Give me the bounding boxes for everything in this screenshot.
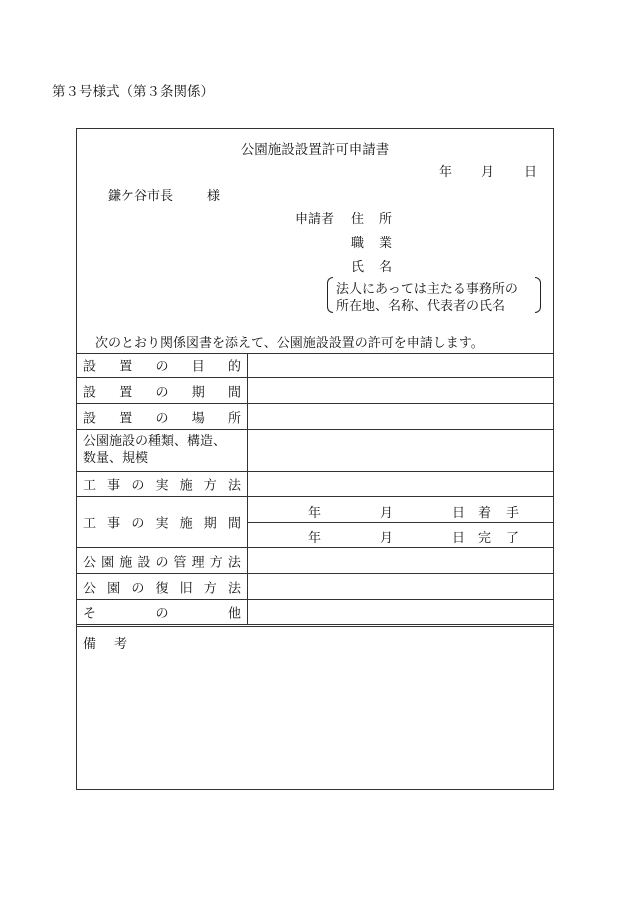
label-char: 管 bbox=[173, 555, 187, 570]
row-purpose bbox=[77, 353, 553, 378]
row-label bbox=[77, 378, 248, 403]
row-facility-type bbox=[77, 430, 553, 472]
label-char: 法 bbox=[227, 581, 241, 596]
label-char: 理 bbox=[191, 555, 205, 570]
label-char: の bbox=[131, 581, 145, 596]
date-month: 月 bbox=[481, 165, 495, 180]
row-period bbox=[77, 378, 553, 404]
occupation-label-1: 職 bbox=[351, 236, 365, 251]
construction-period-field bbox=[248, 497, 553, 547]
label-char: の bbox=[155, 411, 169, 426]
label-char: 場 bbox=[191, 411, 205, 426]
label-char: 置 bbox=[119, 385, 133, 400]
corporate-note-line-2: 所在地、名称、代表者の氏名 bbox=[336, 299, 506, 314]
application-form bbox=[76, 128, 554, 790]
label-char: 旧 bbox=[179, 581, 193, 596]
construction-method-field[interactable] bbox=[248, 472, 553, 496]
label-char: 間 bbox=[227, 385, 241, 400]
label-char: の bbox=[155, 555, 169, 570]
label-char: 期 bbox=[191, 385, 205, 400]
label-char: 法 bbox=[227, 555, 241, 570]
occupation-label-2: 業 bbox=[379, 236, 393, 251]
addressee-honorific: 様 bbox=[207, 189, 221, 204]
end-date-line[interactable] bbox=[248, 522, 553, 548]
label-char: 方 bbox=[209, 555, 223, 570]
form-number: 第３号様式（第３条関係） bbox=[52, 84, 214, 100]
form-title: 公園施設設置許可申請書 bbox=[240, 142, 390, 158]
facility-type-field[interactable] bbox=[248, 430, 553, 471]
label-char: 設 bbox=[137, 555, 151, 570]
row-management-method bbox=[77, 548, 553, 574]
double-rule bbox=[77, 624, 553, 627]
label-char: 設 bbox=[83, 385, 97, 400]
end-word-1: 完 bbox=[478, 531, 492, 546]
label-char: 実 bbox=[155, 516, 169, 532]
end-word-2: 了 bbox=[506, 531, 520, 546]
row-other bbox=[77, 600, 553, 624]
corporate-note bbox=[327, 277, 541, 313]
label-char: 設 bbox=[83, 359, 97, 375]
label-char: 間 bbox=[227, 516, 241, 532]
row-label bbox=[77, 548, 248, 573]
label-char: 園 bbox=[101, 555, 115, 570]
label-char: の bbox=[155, 606, 169, 622]
row-label bbox=[77, 574, 248, 599]
label-char: 事 bbox=[107, 516, 121, 532]
remarks-char: 考 bbox=[114, 637, 128, 652]
row-label bbox=[77, 497, 248, 547]
label-char: 施 bbox=[179, 516, 193, 532]
address-label-2: 所 bbox=[379, 212, 393, 227]
label-char: そ bbox=[83, 606, 97, 622]
left-bracket bbox=[327, 277, 333, 313]
label-char: 工 bbox=[83, 516, 97, 532]
label-char: 方 bbox=[203, 581, 217, 596]
label-char: 工 bbox=[83, 478, 97, 494]
label-char: 事 bbox=[107, 478, 121, 494]
other-field[interactable] bbox=[248, 600, 553, 624]
start-word-1: 着 bbox=[478, 506, 492, 521]
application-statement: 次のとおり関係図書を添えて、公園施設設置の許可を申請します。 bbox=[95, 336, 484, 351]
form-header bbox=[77, 129, 553, 354]
name-label-2: 名 bbox=[379, 260, 393, 275]
label-char: 実 bbox=[155, 478, 169, 494]
row-label bbox=[77, 600, 248, 624]
label-char: 園 bbox=[107, 581, 121, 596]
row-label bbox=[77, 404, 248, 429]
label-char: 目 bbox=[191, 359, 205, 375]
start-year: 年 bbox=[308, 506, 322, 521]
row-location bbox=[77, 404, 553, 430]
label-char: 期 bbox=[203, 516, 217, 532]
row-construction-method bbox=[77, 472, 553, 497]
label-char: 置 bbox=[119, 411, 133, 426]
row-label bbox=[77, 472, 248, 496]
row-label bbox=[77, 430, 248, 471]
facility-type-label-2: 数量、規模 bbox=[83, 451, 149, 466]
end-year: 年 bbox=[308, 531, 322, 546]
label-char: 復 bbox=[155, 581, 169, 596]
date-day: 日 bbox=[524, 165, 538, 180]
label-char: 方 bbox=[203, 478, 217, 494]
label-char: 施 bbox=[119, 555, 133, 570]
start-date-line[interactable] bbox=[248, 497, 553, 523]
right-bracket bbox=[535, 277, 541, 313]
location-field[interactable] bbox=[248, 404, 553, 429]
label-char: の bbox=[155, 385, 169, 400]
label-char: 他 bbox=[227, 606, 241, 622]
label-char: 置 bbox=[119, 359, 133, 375]
label-char: の bbox=[155, 359, 169, 375]
label-char: 的 bbox=[227, 359, 241, 375]
form-table bbox=[77, 353, 553, 624]
label-char: の bbox=[131, 516, 145, 532]
row-label bbox=[77, 353, 248, 377]
label-char: 所 bbox=[227, 411, 241, 426]
label-char: 設 bbox=[83, 411, 97, 426]
start-word-2: 手 bbox=[506, 506, 520, 521]
date-year: 年 bbox=[439, 165, 453, 180]
restoration-method-field[interactable] bbox=[248, 574, 553, 599]
remarks-field[interactable] bbox=[77, 629, 553, 789]
end-day: 日 bbox=[452, 531, 466, 546]
start-month: 月 bbox=[380, 506, 394, 521]
remarks-char: 備 bbox=[83, 637, 97, 652]
address-label-1: 住 bbox=[351, 212, 365, 227]
addressee-name: 鎌ケ谷市長 bbox=[108, 189, 174, 204]
row-restoration-method bbox=[77, 574, 553, 600]
row-construction-period bbox=[77, 497, 553, 548]
label-char: 法 bbox=[227, 478, 241, 494]
end-month: 月 bbox=[380, 531, 394, 546]
purpose-field[interactable] bbox=[248, 353, 553, 377]
applicant-label: 申請者 bbox=[295, 212, 335, 227]
management-method-field[interactable] bbox=[248, 548, 553, 573]
label-char: 施 bbox=[179, 478, 193, 494]
period-field[interactable] bbox=[248, 378, 553, 403]
start-day: 日 bbox=[452, 506, 466, 521]
label-char: 公 bbox=[83, 581, 97, 596]
label-char: 公 bbox=[83, 555, 97, 570]
name-label-1: 氏 bbox=[351, 260, 365, 275]
corporate-note-line-1: 法人にあっては主たる事務所の bbox=[336, 282, 518, 297]
label-char: の bbox=[131, 478, 145, 494]
facility-type-label-1: 公園施設の種類、構造、 bbox=[83, 434, 227, 449]
